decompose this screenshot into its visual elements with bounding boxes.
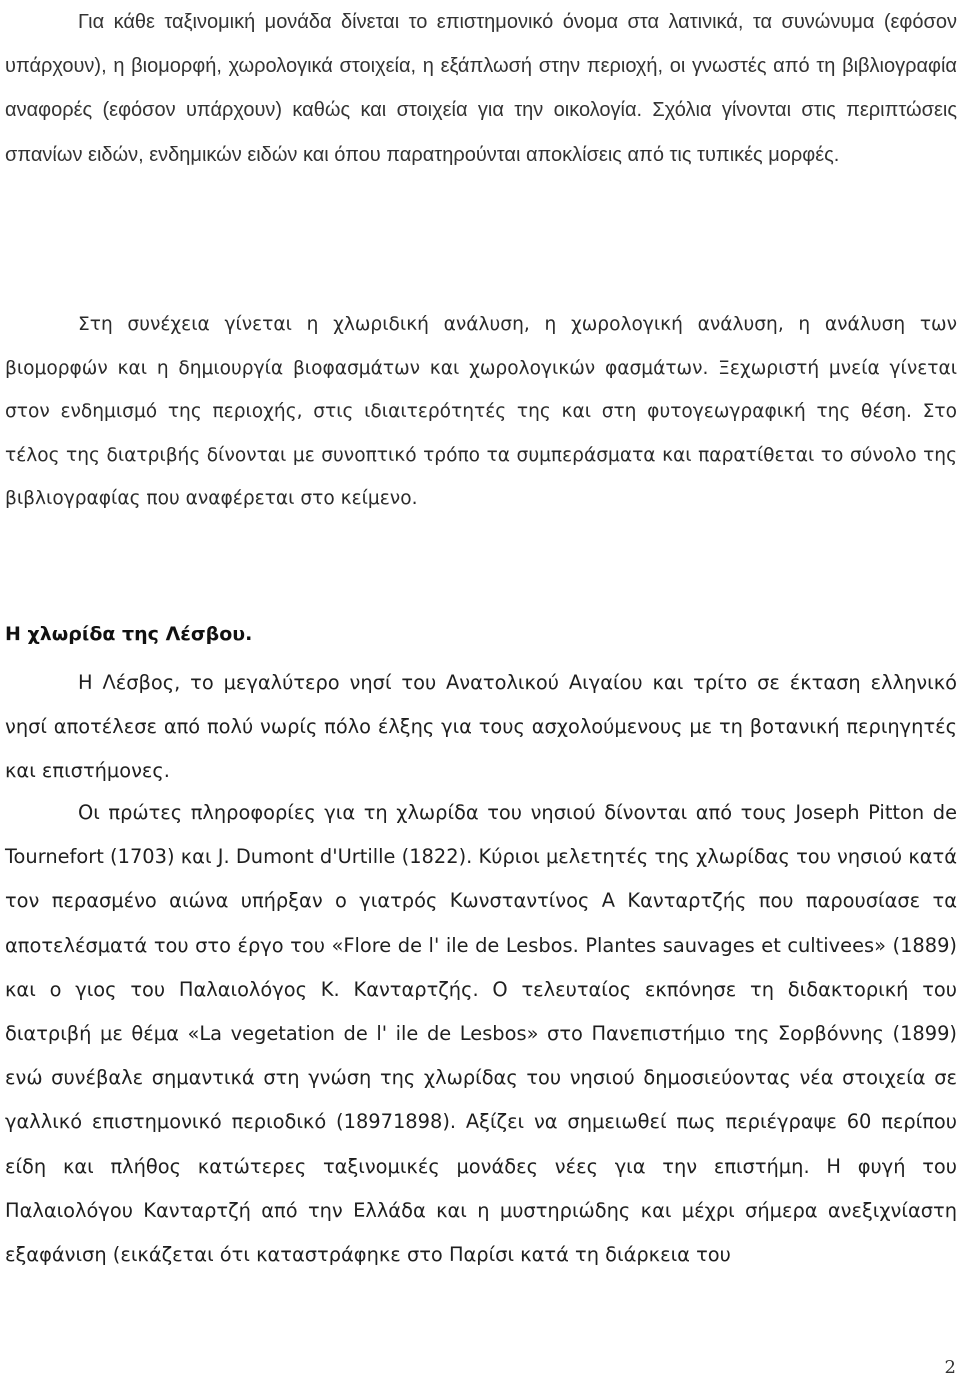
- paragraph-analysis: Στη συνέχεια γίνεται η χλωριδική ανάλυση, η χωρολογική ανάλυση, η ανάλυση των βιομορφών και η δημιουργία βιοφασμάτων και χωρολογικών φασμάτων. Ξεχωριστή μνεία γίνεται στον ενδημισμό της περιοχής, στις ιδιαιτερότητές της και στη φυτογεωγραφική της θέση. Στο τέλος της διατριβής δίνονται με συνοπτικό τρόπο τα συμπεράσματα και παρατίθεται το σύνολο της βιβλιογραφίας που αναφέρεται στο κείμενο.: [5, 314, 957, 510]
- paragraph-flora-history: Οι πρώτες πληροφορίες για τη χλωρίδα του νησιού δίνονται από τους Joseph Pitton de Tournefort (1703) και J. Dumont d'Urtille (1822). Κύριοι μελετητές της χλωρίδας του νησιού κατά τον περασμένο αιώνα υπήρξαν ο γιατρός Κωνσταντίνος Α Κανταρτζής που παρουσίασε τα αποτελέσματά του στο έργο του «Flore de l' ile de Lesbos. Plantes sauvages et cultivees» (1889) και ο γιος του Παλαιολόγος Κ. Κανταρτζής. Ο τελευταίος εκπόνησε τη διδακτορική του διατριβή με θέμα «La vegetation de l' ile de Lesbos» στο Πανεπιστήμιο της Σορβόννης (1899) ενώ συνέβαλε σημαντικά στη γνώση της χλωρίδας του νησιού δημοσιεύοντας νέα στοιχεία σε γαλλικό επιστημονικό περιοδικό (18971898). Αξίζει να σημειωθεί πως περιέγραψε 60 περίπου είδη και πλήθος κατώτερες ταξινομικές μονάδες νέες για την επιστήμη. Η φυγή του Παλαιολόγου Κανταρτζή από την Ελλάδα και η μυστηριώδης και μέχρι σήμερα ανεξιχνίαστη εξαφάνιση (εικάζεται ότι καταστράφηκε στο Παρίσι κατά τη διάρκεια του: [5, 801, 957, 1267]
- paragraph-taxon-description: Για κάθε ταξινομική μονάδα δίνεται το επιστημονικό όνομα στα λατινικά, τα συνώνυμα (εφόσον υπάρχουν), η βιομορφή, χωρολογικά στοιχεία, η εξάπλωσή στην περιοχή, οι γνωστές από τη βιβλιογραφία αναφορές (εφόσον υπάρχουν) καθώς και στοιχεία για την οικολογία. Σχόλια γίνονται στις περιπτώσεις σπανίων ειδών, ενδημικών ειδών και όπου παρατηρούνται αποκλίσεις από τις τυπικές μορφές.: [5, 11, 957, 166]
- section-heading: Η χλωρίδα της Λέσβου.: [5, 623, 253, 645]
- page-number: 2: [944, 1357, 956, 1378]
- paragraph-lesvos-intro: Η Λέσβος, το μεγαλύτερο νησί του Ανατολικού Αιγαίου και τρίτο σε έκταση ελληνικό νησί αποτέλεσε από πολύ νωρίς πόλο έλξης για τους ασχολούμενους με τη βοτανική περιηγητές και επιστήμονες.: [5, 671, 957, 782]
